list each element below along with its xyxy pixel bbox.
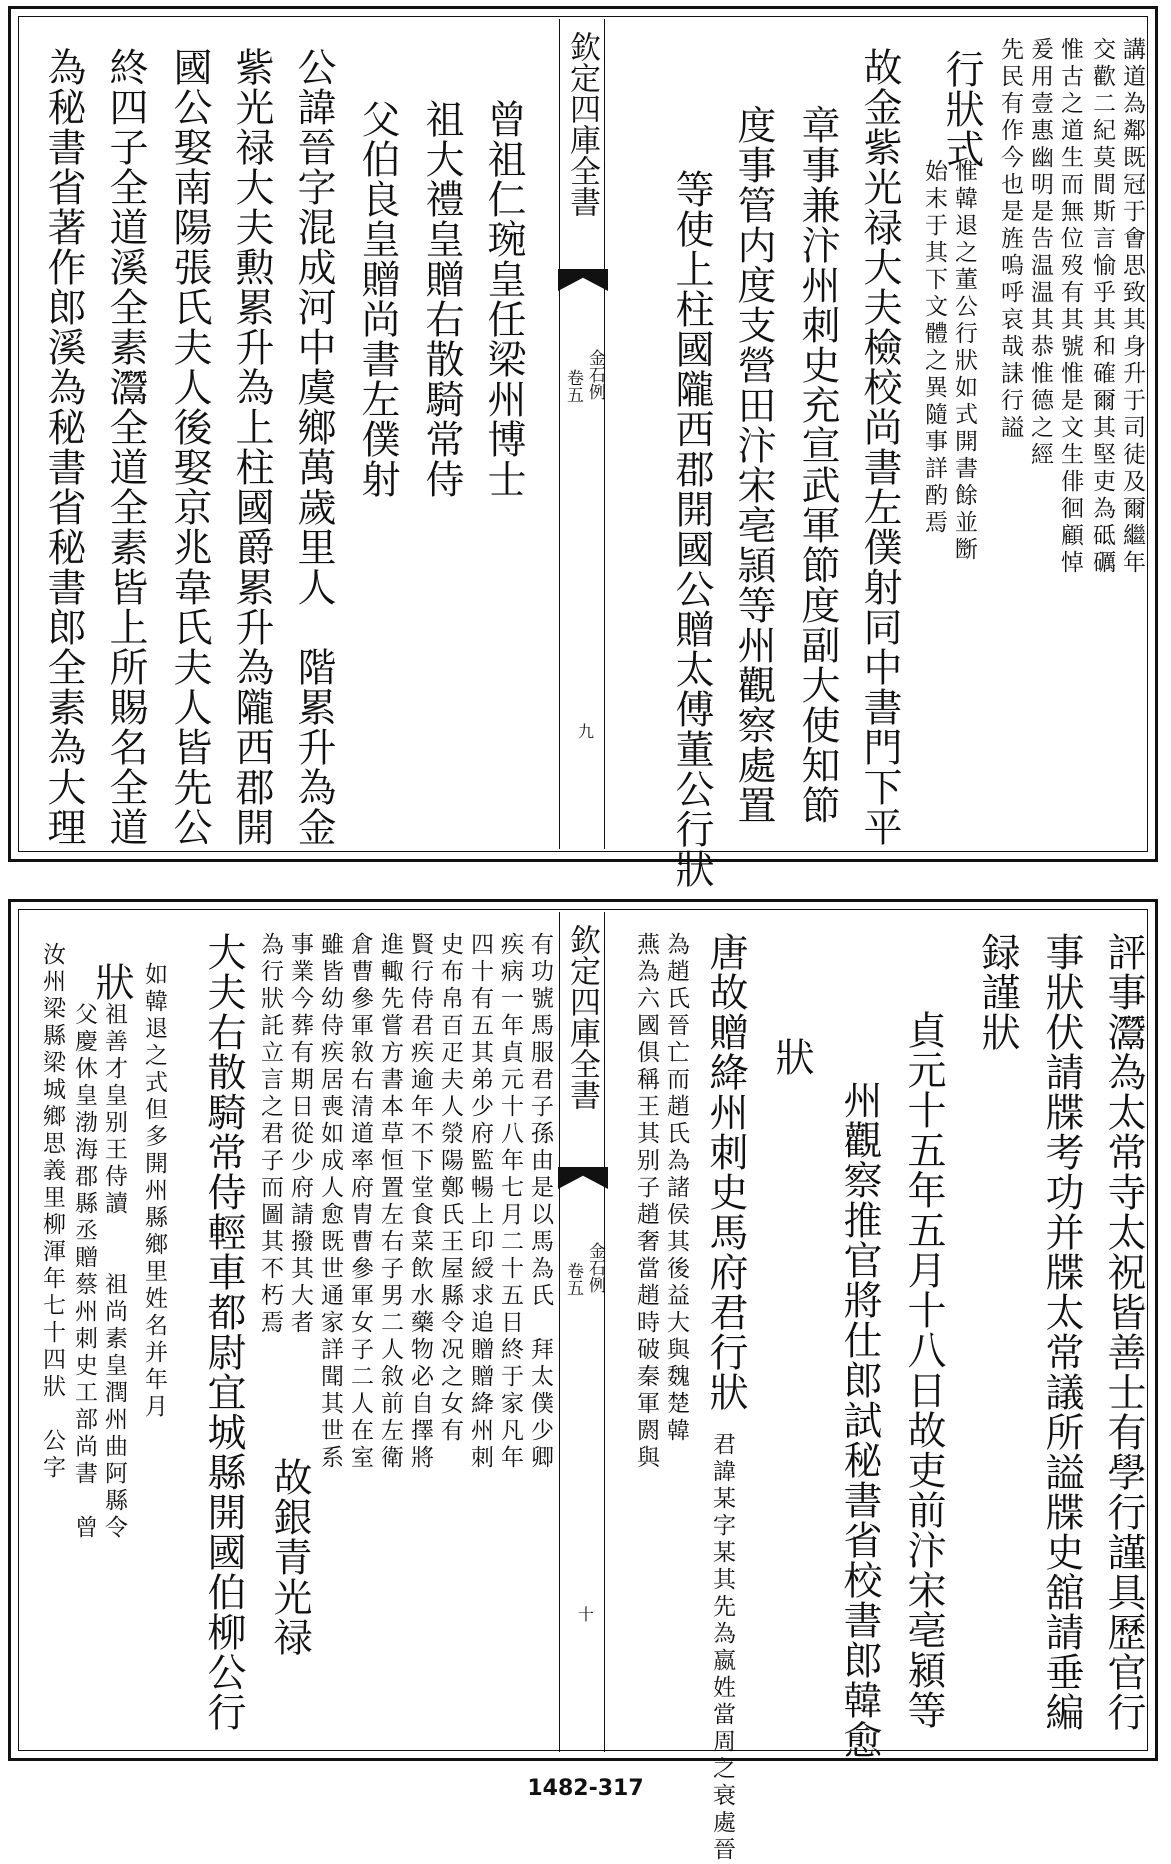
text-column: 疾病一年貞元十八年七月二十五日終于家凡年 xyxy=(497,932,523,1472)
text-column: 父伯良皇贈尚書左僕射 xyxy=(355,99,400,499)
text-column: 終四子全道溪全素灊全道全素皆上所賜名全道 xyxy=(103,47,148,847)
text-column: 惟韓退之董公行狀如式開書餘並㫁 xyxy=(951,159,977,564)
text-column: 評事灊為太常寺太祝皆善士有學行謹具歷官行 xyxy=(1101,932,1146,1732)
section-heading: 狀 xyxy=(769,1037,814,1077)
text-column: 有功號馬服君子孫由是以馬為氏 拜太僕少卿 xyxy=(527,932,553,1472)
text-column: 度事管内度支營田汴宋亳頴等州觀察處置 xyxy=(731,105,776,825)
top-page xyxy=(8,6,1158,889)
text-column: 四十有五其弟少府監暢上印綬求追贈贈絳州刺 xyxy=(467,932,493,1472)
text-column: 章事兼汴州刺史充宣武軍節度副大使知節 xyxy=(795,105,840,825)
text-column: 交歡二紀莫間斯言愉乎其和確爾其堅吏為砥礪 xyxy=(1089,37,1115,577)
text-column: 事業今葬有期日從少府請撥其大者 xyxy=(287,932,313,1337)
text-column: 事狀伏請牒考功并牒太常議所謚牒史舘請垂編 xyxy=(1039,932,1084,1732)
text-column: 公諱晉字混成河中虞鄉萬歲里人 階累升為金 xyxy=(291,47,336,847)
text-column: 燕為六國俱稱王其别子趙奢當趙時破秦軍閼與 xyxy=(633,932,659,1472)
text-column: 國公娶南陽張氏夫人後娶京兆韋氏夫人皆先公 xyxy=(167,47,212,847)
date-line: 貞元十五年五月十八日故吏前汴宋亳潁等 xyxy=(901,1010,946,1730)
text-column: 録謹狀 xyxy=(975,932,1020,1052)
text-column: 等使上柱國隴西郡開國公贈太傅董公行狀 xyxy=(669,169,714,889)
fish-tail-mark xyxy=(558,1167,608,1189)
centre-band xyxy=(559,19,605,849)
text-column: 紫光禄大夫勲累升為上柱國爵累升為隴西郡開 xyxy=(229,47,274,847)
text-column: 為秘書省著作郎溪為秘書省秘書郎全素為大理 xyxy=(41,47,86,847)
text-column: 父慶休皇渤海郡縣丞贈蔡州刺史工部尚書 曾 xyxy=(71,1002,97,1542)
page-number: 十 xyxy=(578,1605,595,1624)
fish-tail-mark xyxy=(558,269,608,291)
text-column: 狀 xyxy=(89,962,134,1002)
page-footer: 1482-317 xyxy=(527,1776,644,1801)
text-column: 故金紫光禄大夫檢校尚書左僕射同中書門下平 xyxy=(857,47,902,847)
text-column: 祖善才皇别王侍讀 祖尚素皇潤州曲阿縣令 xyxy=(101,1002,127,1542)
header-title: 欽定四庫全書 xyxy=(564,924,600,1110)
text-column: 爰用壹惠幽明是告温温其恭惟德之經 xyxy=(1027,37,1053,469)
text-column: 君諱某字某其先為嬴姓當周之衰處晉 xyxy=(709,1432,735,1864)
page-number: 九 xyxy=(578,722,595,741)
text-column: 先民有作今也是旌嗚呼哀哉誄行謚 xyxy=(997,37,1023,442)
text-column: 為行狀託立言之君子而圖其不朽焉 xyxy=(257,932,283,1337)
text-column: 講道為鄰既冠于㑹思致其身升于司徒及爾繼年 xyxy=(1119,37,1145,577)
text-column: 汝州梁縣梁城鄉思義里柳渾年七十四狀 公字 xyxy=(39,942,65,1482)
text-column: 進輙先嘗方書本草恒置左右子男二人敘前左衛 xyxy=(377,932,403,1472)
text-column: 為趙氏晉亡而趙氏為諸侯其後益大與魏楚韓 xyxy=(663,932,689,1445)
text-column: 惟古之道生而無位歿有其號惟是文生俳徊顧悼 xyxy=(1057,37,1083,577)
volume-name: 金石例 xyxy=(585,1242,605,1293)
text-column: 倉曹參軍敘右清道率府胄曹參軍女子二人在室 xyxy=(347,932,373,1472)
text-column: 祖大禮皇贈右散騎常侍 xyxy=(419,99,464,499)
text-column: 如韓退之式但多開州縣鄉里姓名并年月 xyxy=(141,962,167,1421)
text-column: 賢行侍君疾逾年不下堂食菜飲水藥物必自擇將 xyxy=(407,932,433,1472)
text-column: 雖皆幼侍疾居喪如成人愈既世通家詳聞其世系 xyxy=(317,932,343,1472)
text-column: 始末于其下文體之異隨事詳酌焉 xyxy=(921,159,947,537)
volume-number: 卷五 xyxy=(563,1262,583,1296)
text-column: 史布帛百疋夫人滎陽鄭氏王屋縣令况之女有 xyxy=(437,932,463,1445)
text-column: 故銀青光禄 xyxy=(267,1457,312,1657)
volume-name: 金石例 xyxy=(585,349,605,400)
article-title: 唐故贈絳州刺史馬府君行狀 xyxy=(703,932,748,1412)
volume-number: 卷五 xyxy=(563,369,583,403)
header-title: 欽定四庫全書 xyxy=(564,31,600,217)
text-column: 曾祖仁琬皇任梁州博士 xyxy=(481,99,526,499)
centre-band xyxy=(559,912,605,1752)
text-column: 大夫右散騎常侍輕車都尉宜城縣開國伯柳公行 xyxy=(201,932,246,1732)
officer-line: 州觀察推官將仕郎試秘書省校書郎韓愈 xyxy=(837,1080,882,1760)
section-heading: 行狀式 xyxy=(939,49,984,169)
